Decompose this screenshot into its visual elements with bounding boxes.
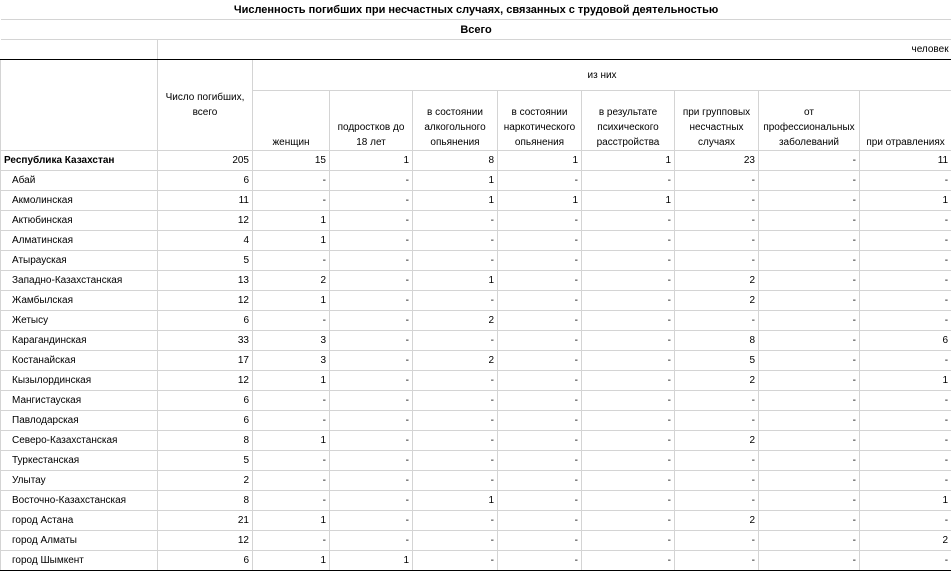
table-cell: - — [582, 251, 675, 271]
table-cell: - — [330, 271, 413, 291]
table-cell: 2 — [158, 471, 253, 491]
table-cell: 205 — [158, 151, 253, 171]
table-cell: - — [675, 551, 759, 571]
table-cell: - — [759, 391, 860, 411]
table-row — [1, 391, 951, 411]
table-cell: - — [860, 251, 951, 271]
region-name: Атырауская — [1, 251, 158, 271]
column-header: в результате психического расстройства — [582, 91, 675, 151]
table-cell: - — [759, 351, 860, 371]
table-row — [1, 291, 951, 311]
table-cell: - — [498, 371, 582, 391]
table-cell: - — [582, 431, 675, 451]
table-cell: - — [330, 351, 413, 371]
table-cell: - — [860, 391, 951, 411]
region-name: Улытау — [1, 471, 158, 491]
table-cell: - — [413, 331, 498, 351]
table-cell: - — [582, 491, 675, 511]
table-cell: 1 — [413, 491, 498, 511]
table-cell: 2 — [675, 431, 759, 451]
table-cell: - — [582, 391, 675, 411]
region-name: Северо-Казахстанская — [1, 431, 158, 451]
table-cell: 6 — [158, 411, 253, 431]
table-cell: - — [330, 211, 413, 231]
table-cell: - — [413, 451, 498, 471]
column-header: подростков до 18 лет — [330, 91, 413, 151]
table-cell: - — [498, 451, 582, 471]
table-cell: 6 — [158, 311, 253, 331]
table-cell: 2 — [413, 351, 498, 371]
table-cell: - — [759, 171, 860, 191]
table-cell: - — [330, 331, 413, 351]
table-cell: - — [413, 471, 498, 491]
region-name: Абай — [1, 171, 158, 191]
table-cell: 2 — [675, 271, 759, 291]
table-cell: - — [860, 511, 951, 531]
table-cell: - — [860, 231, 951, 251]
table-subtitle: Всего — [1, 20, 951, 40]
total-header: Число погибших, всего — [158, 60, 253, 151]
table-cell: 1 — [330, 151, 413, 171]
table-cell: 2 — [253, 271, 330, 291]
table-row — [1, 271, 951, 291]
table-row — [1, 451, 951, 471]
column-header: при групповых несчастных случаях — [675, 91, 759, 151]
table-cell: 1 — [413, 191, 498, 211]
table-cell: - — [413, 411, 498, 431]
table-cell: - — [860, 411, 951, 431]
table-row-total — [1, 151, 951, 171]
table-cell: 21 — [158, 511, 253, 531]
table-cell: - — [498, 471, 582, 491]
table-row — [1, 191, 951, 211]
table-cell: 4 — [158, 231, 253, 251]
table-cell: - — [759, 411, 860, 431]
table-cell: - — [675, 231, 759, 251]
table-cell: 11 — [158, 191, 253, 211]
table-row — [1, 351, 951, 371]
region-name: город Шымкент — [1, 551, 158, 571]
table-cell: - — [498, 511, 582, 531]
region-name: Жетысу — [1, 311, 158, 331]
table-cell: 33 — [158, 331, 253, 351]
table-cell: 1 — [498, 151, 582, 171]
table-cell: - — [253, 251, 330, 271]
table-cell: - — [330, 371, 413, 391]
table-cell: - — [675, 391, 759, 411]
table-cell: - — [675, 531, 759, 551]
region-name: Жамбылская — [1, 291, 158, 311]
table-cell: 1 — [413, 171, 498, 191]
region-name: Алматинская — [1, 231, 158, 251]
table-cell: - — [675, 311, 759, 331]
region-name: Мангистауская — [1, 391, 158, 411]
column-header: в состоянии алкогольного опьянения — [413, 91, 498, 151]
table-cell: - — [675, 211, 759, 231]
table-cell: - — [253, 531, 330, 551]
table-row — [1, 431, 951, 451]
table-cell: - — [498, 391, 582, 411]
region-name: Карагандинская — [1, 331, 158, 351]
region-name: город Алматы — [1, 531, 158, 551]
table-cell: 2 — [675, 511, 759, 531]
table-cell: - — [330, 451, 413, 471]
table-cell: - — [498, 331, 582, 351]
table-cell: - — [498, 251, 582, 271]
table-cell: 1 — [330, 551, 413, 571]
table-row — [1, 251, 951, 271]
table-cell: 2 — [675, 291, 759, 311]
region-name: Восточно-Казахстанская — [1, 491, 158, 511]
table-cell: - — [582, 531, 675, 551]
table-cell: 1 — [860, 491, 951, 511]
table-cell: - — [413, 391, 498, 411]
column-header: в состоянии наркотического опьянения — [498, 91, 582, 151]
table-cell: - — [253, 411, 330, 431]
table-cell: 1 — [498, 191, 582, 211]
table-cell: - — [253, 391, 330, 411]
table-cell: 1 — [860, 371, 951, 391]
table-row — [1, 311, 951, 331]
table-cell: 2 — [675, 371, 759, 391]
table-cell: 6 — [158, 171, 253, 191]
table-cell: - — [759, 431, 860, 451]
table-cell: - — [498, 491, 582, 511]
table-cell: - — [675, 191, 759, 211]
column-header: женщин — [253, 91, 330, 151]
table-cell: - — [759, 251, 860, 271]
table-cell: 8 — [675, 331, 759, 351]
table-cell: 8 — [158, 491, 253, 511]
table-cell: - — [498, 411, 582, 431]
table-cell: - — [413, 371, 498, 391]
table-cell: - — [498, 551, 582, 571]
table-cell: - — [582, 291, 675, 311]
table-cell: 12 — [158, 211, 253, 231]
table-cell: - — [759, 471, 860, 491]
table-cell: - — [413, 511, 498, 531]
table-cell: 1 — [582, 191, 675, 211]
table-cell: - — [253, 311, 330, 331]
table-cell: - — [860, 471, 951, 491]
table-cell: 17 — [158, 351, 253, 371]
table-cell: 1 — [253, 231, 330, 251]
region-name: Костанайская — [1, 351, 158, 371]
column-header: при отравлениях — [860, 91, 951, 151]
table-cell: 5 — [158, 451, 253, 471]
table-cell: - — [860, 551, 951, 571]
table-cell: 1 — [582, 151, 675, 171]
table-cell: - — [860, 211, 951, 231]
table-cell: - — [413, 431, 498, 451]
table-cell: - — [413, 291, 498, 311]
table-cell: - — [582, 231, 675, 251]
table-row — [1, 371, 951, 391]
table-cell: - — [860, 451, 951, 471]
table-cell: 8 — [158, 431, 253, 451]
table-cell: - — [253, 471, 330, 491]
group-header: из них — [253, 60, 951, 91]
table-cell: 5 — [158, 251, 253, 271]
table-cell: 6 — [860, 331, 951, 351]
table-cell: 8 — [413, 151, 498, 171]
unit-spacer — [1, 40, 158, 60]
table-cell: - — [498, 231, 582, 251]
table-row — [1, 471, 951, 491]
region-name: Акмолинская — [1, 191, 158, 211]
table-cell: - — [759, 551, 860, 571]
table-row — [1, 531, 951, 551]
table-cell: 6 — [158, 391, 253, 411]
table-cell: - — [498, 431, 582, 451]
table-cell: 1 — [253, 371, 330, 391]
table-cell: - — [498, 211, 582, 231]
table-cell: - — [860, 351, 951, 371]
table-cell: 1 — [253, 551, 330, 571]
table-cell: - — [330, 231, 413, 251]
table-cell: 6 — [158, 551, 253, 571]
table-cell: - — [675, 251, 759, 271]
table-cell: - — [860, 291, 951, 311]
table-cell: 3 — [253, 331, 330, 351]
region-header — [1, 60, 158, 151]
table-cell: - — [675, 491, 759, 511]
table-cell: - — [582, 471, 675, 491]
table-cell: - — [330, 291, 413, 311]
table-cell: - — [860, 171, 951, 191]
table-cell: - — [759, 211, 860, 231]
table-cell: - — [330, 511, 413, 531]
table-cell: - — [759, 271, 860, 291]
table-cell: 1 — [253, 511, 330, 531]
table-cell: - — [498, 271, 582, 291]
table-cell: 11 — [860, 151, 951, 171]
table-row — [1, 551, 951, 571]
table-cell: 23 — [675, 151, 759, 171]
table-cell: - — [582, 311, 675, 331]
table-cell: 1 — [253, 291, 330, 311]
table-cell: 1 — [860, 191, 951, 211]
table-cell: 2 — [860, 531, 951, 551]
table-cell: - — [675, 451, 759, 471]
table-cell: - — [413, 551, 498, 571]
table-cell: - — [860, 311, 951, 331]
table-cell: - — [330, 411, 413, 431]
table-cell: - — [675, 171, 759, 191]
table-cell: - — [675, 471, 759, 491]
table-cell: - — [759, 311, 860, 331]
table-cell: - — [582, 371, 675, 391]
table-cell: - — [759, 451, 860, 471]
table-cell: - — [860, 271, 951, 291]
region-name: Республика Казахстан — [1, 151, 158, 171]
table-cell: - — [253, 451, 330, 471]
table-row — [1, 211, 951, 231]
table-cell: - — [582, 211, 675, 231]
table-cell: - — [498, 291, 582, 311]
table-cell: - — [759, 151, 860, 171]
table-cell: - — [330, 491, 413, 511]
table-cell: - — [413, 251, 498, 271]
table-cell: - — [330, 171, 413, 191]
table-cell: - — [582, 331, 675, 351]
table-cell: - — [330, 531, 413, 551]
table-cell: - — [330, 471, 413, 491]
table-cell: 5 — [675, 351, 759, 371]
table-row — [1, 331, 951, 351]
table-cell: - — [759, 531, 860, 551]
table-cell: - — [253, 491, 330, 511]
table-cell: 2 — [413, 311, 498, 331]
table-row — [1, 231, 951, 251]
table-cell: 3 — [253, 351, 330, 371]
region-name: Западно-Казахстанская — [1, 271, 158, 291]
region-name: Туркестанская — [1, 451, 158, 471]
table-cell: - — [582, 351, 675, 371]
table-cell: 15 — [253, 151, 330, 171]
table-cell: - — [413, 531, 498, 551]
table-cell: - — [582, 511, 675, 531]
region-name: Актюбинская — [1, 211, 158, 231]
table-cell: - — [759, 371, 860, 391]
table-cell: - — [582, 451, 675, 471]
table-cell: - — [330, 191, 413, 211]
table-cell: - — [498, 531, 582, 551]
table-row — [1, 171, 951, 191]
table-cell: - — [759, 231, 860, 251]
table-cell: - — [413, 231, 498, 251]
table-cell: - — [330, 311, 413, 331]
unit-label: человек — [158, 40, 951, 60]
region-name: Павлодарская — [1, 411, 158, 431]
table-cell: - — [253, 191, 330, 211]
table-cell: - — [582, 271, 675, 291]
table-cell: 12 — [158, 371, 253, 391]
table-cell: 12 — [158, 291, 253, 311]
table-cell: - — [582, 411, 675, 431]
table-cell: - — [675, 411, 759, 431]
region-name: Кызылординская — [1, 371, 158, 391]
table-cell: - — [498, 171, 582, 191]
table-row — [1, 411, 951, 431]
table-cell: - — [330, 431, 413, 451]
table-cell: - — [582, 551, 675, 571]
table-cell: - — [582, 171, 675, 191]
table-cell: 12 — [158, 531, 253, 551]
column-header: от профессиональных заболеваний — [759, 91, 860, 151]
table-cell: - — [330, 391, 413, 411]
region-name: город Астана — [1, 511, 158, 531]
table-cell: 1 — [253, 211, 330, 231]
table-cell: - — [759, 511, 860, 531]
table-title: Численность погибших при несчастных случаях, связанных с трудовой деятельностью — [1, 0, 951, 20]
table-cell: 1 — [413, 271, 498, 291]
table-cell: - — [759, 291, 860, 311]
table-cell: 1 — [253, 431, 330, 451]
table-row — [1, 491, 951, 511]
table-cell: 13 — [158, 271, 253, 291]
table-cell: - — [860, 431, 951, 451]
table-cell: - — [759, 331, 860, 351]
table-row — [1, 511, 951, 531]
table-cell: - — [253, 171, 330, 191]
table-cell: - — [759, 191, 860, 211]
table-cell: - — [413, 211, 498, 231]
table-cell: - — [330, 251, 413, 271]
table-cell: - — [759, 491, 860, 511]
table-cell: - — [498, 311, 582, 331]
table-cell: - — [498, 351, 582, 371]
